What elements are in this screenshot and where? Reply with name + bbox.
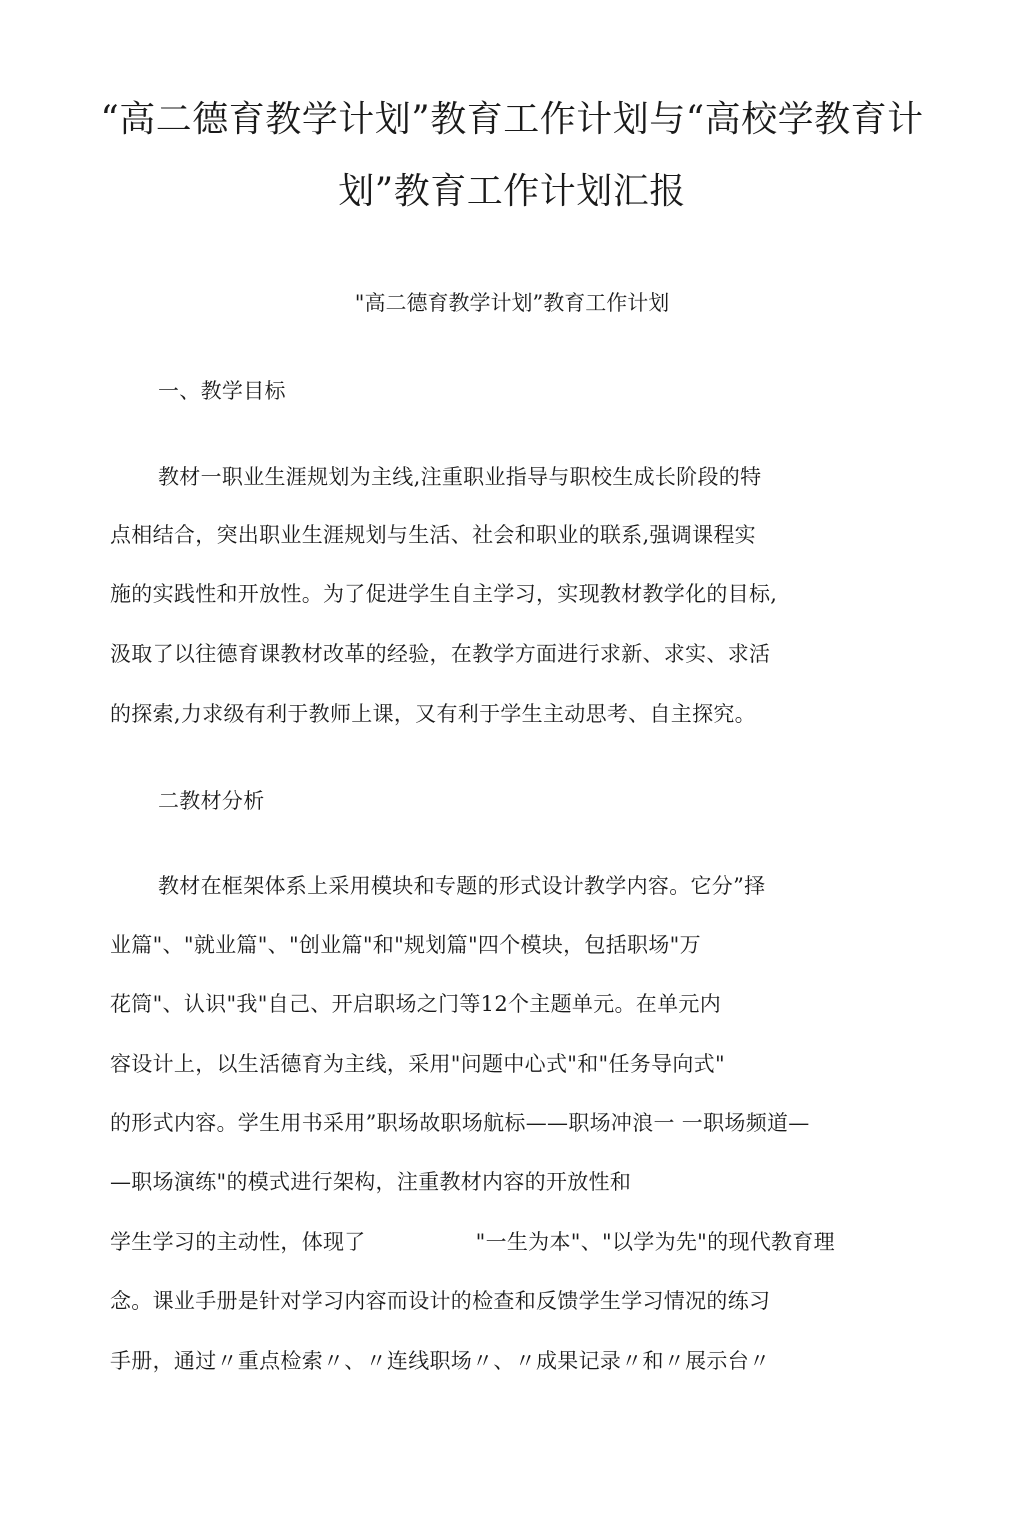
paragraph-fragment: "一生为本"、"以学为先"的现代教育理 [475,1230,835,1254]
paragraph-line: 教材在框架体系上采用模块和专题的形式设计教学内容。它分”择 [158,874,766,898]
paragraph-line [110,1226,835,1256]
document-title [100,84,924,228]
title-line-2: 划”教育工作计划汇报 [338,171,686,212]
section-subtitle: "高二德育教学计划”教育工作计划 [354,291,670,315]
section-1-heading: 一、教学目标 [158,379,286,403]
paragraph-line: 的探索,力求级有利于教师上课，又有利于学生主动思考、自主探究。 [110,702,756,726]
paragraph-line: 容设计上，以生活德育为主线，采用"问题中心式"和"任务导向式" [110,1052,725,1076]
paragraph-line: 花筒"、认识"我"自己、开启职场之门等12个主题单元。在单元内 [110,992,721,1016]
paragraph-line: 念。课业手册是针对学习内容而设计的检查和反馈学生学习情况的练习 [110,1289,771,1313]
title-line-1: “高二德育教学计划”教育工作计划与“高校学教育计 [100,99,924,140]
paragraph-line: 汲取了以往德育课教材改革的经验，在教学方面进行求新、求实、求活 [110,642,771,666]
paragraph-line: 手册，通过〃重点检索〃、〃连线职场〃、〃成果记录〃和〃展示台〃 [110,1349,771,1373]
paragraph-fragment: 学生学习的主动性，体现了 [110,1230,366,1254]
section-2-heading: 二教材分析 [158,789,265,813]
paragraph-line: 教材一职业生涯规划为主线,注重职业指导与职校生成长阶段的特 [158,465,762,489]
paragraph-line: 点相结合，突出职业生涯规划与生活、社会和职业的联系,强调课程实 [110,523,756,547]
paragraph-line: 施的实践性和开放性。为了促进学生自主学习，实现教材教学化的目标, [110,582,778,606]
paragraph-line: 业篇"、"就业篇"、"创业篇"和"规划篇"四个模块，包括职场"万 [110,933,701,957]
paragraph-line: —职场演练"的模式进行架构，注重教材内容的开放性和 [110,1170,632,1194]
paragraph-line: 的形式内容。学生用书采用”职场故职场航标——职场冲浪一 一职场频道— [110,1111,810,1135]
